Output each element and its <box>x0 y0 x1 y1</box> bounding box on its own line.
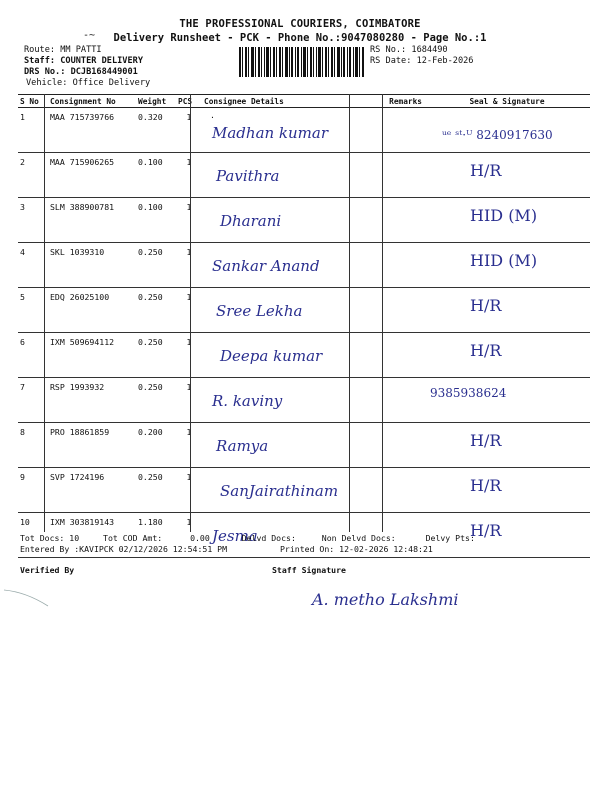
pcs-cell: 1 <box>176 153 202 198</box>
sno-cell: 9 <box>18 468 48 513</box>
tot-docs: Tot Docs: 10 <box>20 533 80 543</box>
consignment-cell: IXM 303819143 <box>48 513 136 558</box>
weight-cell: 0.250 <box>136 333 176 378</box>
weight-cell: 0.100 <box>136 153 176 198</box>
col-consignment: Consignment No <box>48 95 136 108</box>
pcs-cell: 1 <box>176 108 202 153</box>
tot-cod-label: Tot COD Amt: <box>103 533 163 543</box>
col-sno: S No <box>18 95 48 108</box>
table-header-row <box>18 95 590 108</box>
consignment-cell: RSP 1993932 <box>48 378 136 423</box>
consignment-cell: EDQ 26025100 <box>48 288 136 333</box>
consignment-cell: SVP 1724196 <box>48 468 136 513</box>
remarks-cell <box>360 153 424 198</box>
remarks-cell <box>360 423 424 468</box>
table-row <box>18 198 590 243</box>
header-right <box>370 45 473 67</box>
table-row <box>18 108 590 153</box>
consignee-handwriting: Sree Lekha <box>216 302 303 320</box>
table-row <box>18 378 590 423</box>
consignment-cell: MAA 715906265 <box>48 153 136 198</box>
weight-cell: 1.180 <box>136 513 176 558</box>
seal-handwriting: HID (M) <box>470 206 538 225</box>
consignee-handwriting: Madhan kumar <box>212 124 329 142</box>
seal-cell <box>424 288 590 333</box>
consignee-cell <box>202 378 360 423</box>
rs-date-label: RS Date: 12-Feb-2026 <box>370 56 474 66</box>
consignee-handwriting: Ramya <box>216 437 269 455</box>
remarks-cell <box>360 378 424 423</box>
consignee-cell <box>202 198 360 243</box>
col-remarks: Remarks <box>360 95 424 108</box>
remarks-cell <box>360 198 424 243</box>
weight-cell: 0.250 <box>136 243 176 288</box>
seal-cell <box>424 423 590 468</box>
consignee-cell <box>202 333 360 378</box>
pcs-cell: 1 <box>176 333 202 378</box>
consignee-handwriting: Sankar Anand <box>212 257 320 275</box>
pcs-cell: 1 <box>176 288 202 333</box>
tot-cod-value: 0.00 <box>190 533 210 543</box>
drs-label: DRS No.: DCJB168449001 <box>24 67 138 77</box>
seal-handwriting: H/R <box>470 521 502 540</box>
pcs-cell: 1 <box>176 243 202 288</box>
non-delvd-docs: Non Delvd Docs: <box>321 533 396 543</box>
printed-on: Printed On: 12-02-2026 12:48:21 <box>280 544 433 554</box>
sno-cell: 3 <box>18 198 48 243</box>
pcs-cell: 1 <box>176 423 202 468</box>
table-row <box>18 333 590 378</box>
seal-handwriting: H/R <box>470 476 502 495</box>
sno-cell: 6 <box>18 333 48 378</box>
staff-signature: A. metho Lakshmi <box>312 590 459 609</box>
sno-cell: 1 <box>18 108 48 153</box>
sno-cell: 10 <box>18 513 48 558</box>
seal-cell <box>424 333 590 378</box>
consignee-handwriting: Deepa kumar <box>220 347 323 365</box>
runsheet-subtitle: Delivery Runsheet - PCK - Phone No.:9047080280 - Page No.:1 <box>113 32 487 44</box>
col-pcs: PCS <box>176 95 202 108</box>
divider <box>190 94 191 532</box>
col-consignee: Consignee Details <box>202 95 360 108</box>
header-left <box>24 45 150 89</box>
pcs-cell: 1 <box>176 513 202 558</box>
entered-by: Entered By :KAVIPCK 02/12/2026 12:54:51 PM <box>20 544 228 554</box>
consignment-cell: PRO 18861859 <box>48 423 136 468</box>
route-label: Route: MM PATTI <box>24 45 102 55</box>
sno-cell: 8 <box>18 423 48 468</box>
seal-handwriting: H/R <box>470 296 502 315</box>
pcs-cell: 1 <box>176 198 202 243</box>
consignment-cell: MAA 715739766 <box>48 108 136 153</box>
seal-cell <box>424 153 590 198</box>
weight-cell: 0.250 <box>136 378 176 423</box>
seal-handwriting: ᵘᵉ ˢᵗ·ᵁ 8240917630 <box>442 128 553 142</box>
table-row <box>18 243 590 288</box>
table-row <box>18 288 590 333</box>
weight-cell: 0.200 <box>136 423 176 468</box>
consignee-handwriting: SanJairathinam <box>220 482 339 500</box>
signature-stroke <box>2 584 52 610</box>
divider <box>44 94 45 532</box>
seal-handwriting: H/R <box>470 431 502 450</box>
rs-no-label: RS No.: 1684490 <box>370 45 448 55</box>
pcs-cell: 1 <box>176 468 202 513</box>
sno-cell: 5 <box>18 288 48 333</box>
seal-cell <box>424 378 590 423</box>
consignee-cell <box>202 243 360 288</box>
seal-cell <box>424 198 590 243</box>
seal-handwriting: 9385938624 <box>430 386 507 400</box>
remarks-cell <box>360 108 424 153</box>
seal-cell <box>424 108 590 153</box>
barcode-image <box>239 47 365 77</box>
consignee-cell <box>202 108 360 153</box>
weight-cell: 0.250 <box>136 288 176 333</box>
divider <box>382 94 383 532</box>
dash-mark: -~ <box>83 30 96 41</box>
seal-handwriting: HID (M) <box>470 251 538 270</box>
verified-by-label: Verified By <box>20 565 75 575</box>
consignee-handwriting: R. kaviny <box>212 392 283 410</box>
consignee-cell <box>202 288 360 333</box>
remarks-cell <box>360 333 424 378</box>
seal-handwriting: H/R <box>470 161 502 180</box>
consignment-cell: IXM 509694112 <box>48 333 136 378</box>
table-row <box>18 423 590 468</box>
divider <box>349 94 350 532</box>
totals-line <box>20 533 590 544</box>
sno-cell: 7 <box>18 378 48 423</box>
seal-cell <box>424 468 590 513</box>
sno-cell: 4 <box>18 243 48 288</box>
consignee-handwriting: Pavithra <box>216 167 280 185</box>
company-title: THE PROFESSIONAL COURIERS, COIMBATORE <box>179 18 421 30</box>
consignment-cell: SLM 388900781 <box>48 198 136 243</box>
staff-label: Staff: COUNTER DELIVERY <box>24 56 143 66</box>
weight-cell: 0.100 <box>136 198 176 243</box>
runsheet-table <box>18 94 590 558</box>
consignee-cell <box>202 468 360 513</box>
pcs-cell: 1 <box>176 378 202 423</box>
vehicle-label: Vehicle: Office Delivery <box>26 78 151 88</box>
consignment-cell: SKL 1039310 <box>48 243 136 288</box>
weight-cell: 0.320 <box>136 108 176 153</box>
table-row <box>18 468 590 513</box>
remarks-cell <box>360 243 424 288</box>
consignee-handwriting: Jesma <box>212 527 258 545</box>
weight-cell: 0.250 <box>136 468 176 513</box>
staff-signature-label: Staff Signature <box>272 565 346 575</box>
col-seal: Seal & Signature <box>424 95 590 108</box>
delvd-docs: Delvd Docs: <box>241 533 296 543</box>
consignee-cell <box>202 153 360 198</box>
row-mark: . <box>210 110 215 120</box>
seal-cell <box>424 243 590 288</box>
sno-cell: 2 <box>18 153 48 198</box>
remarks-cell <box>360 468 424 513</box>
table-row <box>18 153 590 198</box>
consignee-cell <box>202 423 360 468</box>
delvy-pts: Delvy Pts: <box>425 533 475 543</box>
col-weight: Weight <box>136 95 176 108</box>
consignee-handwriting: Dharani <box>220 212 282 230</box>
seal-handwriting: H/R <box>470 341 502 360</box>
remarks-cell <box>360 288 424 333</box>
